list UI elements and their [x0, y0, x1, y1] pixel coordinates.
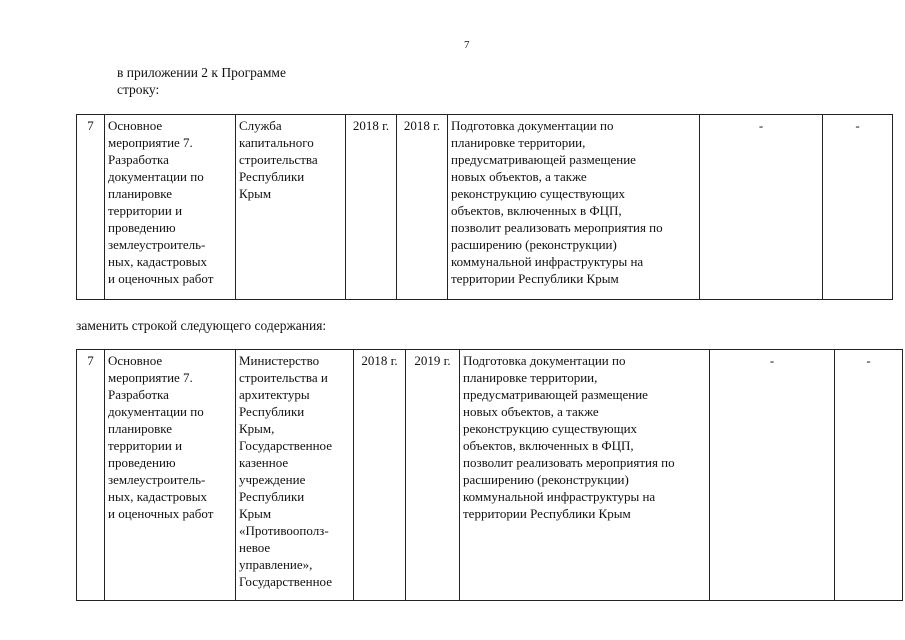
col7-cell: [700, 115, 823, 300]
end-year: 2019 г.: [414, 353, 451, 368]
row-number-cell: [77, 350, 105, 601]
page-number: 7: [464, 39, 470, 51]
row-number-cell: [77, 115, 105, 300]
activity-text: Основное мероприятие 7. Разработка документации по планировке территории и проведению землеустроитель- ных, кадастровых и оценочных работ: [108, 118, 214, 286]
table-row: [77, 350, 903, 601]
end-year-cell: [406, 350, 460, 601]
start-year: 2018 г.: [352, 118, 390, 133]
executor-cell: [236, 350, 354, 601]
result-text: Подготовка документации по планировке территории, предусматривающей размещение новых объектов, а также реконструкцию существующих объектов, включенных в ФЦП, позволит реализовать мероприятия по расширению (реконструкции) коммунальной инфраструктуры на территории Республики Крым: [451, 118, 663, 286]
activity-cell: [105, 115, 236, 300]
row-number: 7: [87, 118, 94, 133]
start-year-cell: [346, 115, 397, 300]
end-year-cell: [397, 115, 448, 300]
col7-dash: -: [769, 353, 775, 368]
executor-text: Министерство строительства и архитектуры Республики Крым, Государственное казенное учреждение Республики Крым «Противоополз- невое управление», Государственное: [239, 353, 332, 589]
executor-cell: [236, 115, 346, 300]
table-row: [77, 115, 893, 300]
new-row-table: [76, 349, 903, 601]
intro-line-2: строку:: [117, 82, 160, 97]
activity-cell: [105, 350, 236, 601]
row-number: 7: [87, 353, 94, 368]
result-cell: [448, 115, 700, 300]
col8-dash: -: [855, 118, 860, 133]
old-row-table: [76, 114, 893, 300]
result-cell: [460, 350, 710, 601]
replace-instruction: заменить строкой следующего содержания:: [76, 318, 327, 333]
col7-dash: -: [758, 118, 764, 133]
col8-dash: -: [866, 353, 871, 368]
col8-cell: [835, 350, 903, 601]
start-year: 2018 г.: [361, 353, 398, 368]
result-text: Подготовка документации по планировке территории, предусматривающей размещение новых объектов, а также реконструкцию существующих объектов, включенных в ФЦП, позволит реализовать мероприятия по расширению (реконструкции) коммунальной инфраструктуры на территории Республики Крым: [463, 353, 675, 521]
col7-cell: [710, 350, 835, 601]
activity-text: Основное мероприятие 7. Разработка документации по планировке территории и проведению землеустроитель- ных, кадастровых и оценочных работ: [108, 353, 214, 521]
col8-cell: [823, 115, 893, 300]
end-year: 2018 г.: [403, 118, 441, 133]
executor-text: Служба капитального строительства Республики Крым: [239, 118, 318, 201]
start-year-cell: [354, 350, 406, 601]
intro-line-1: в приложении 2 к Программе: [117, 65, 286, 80]
